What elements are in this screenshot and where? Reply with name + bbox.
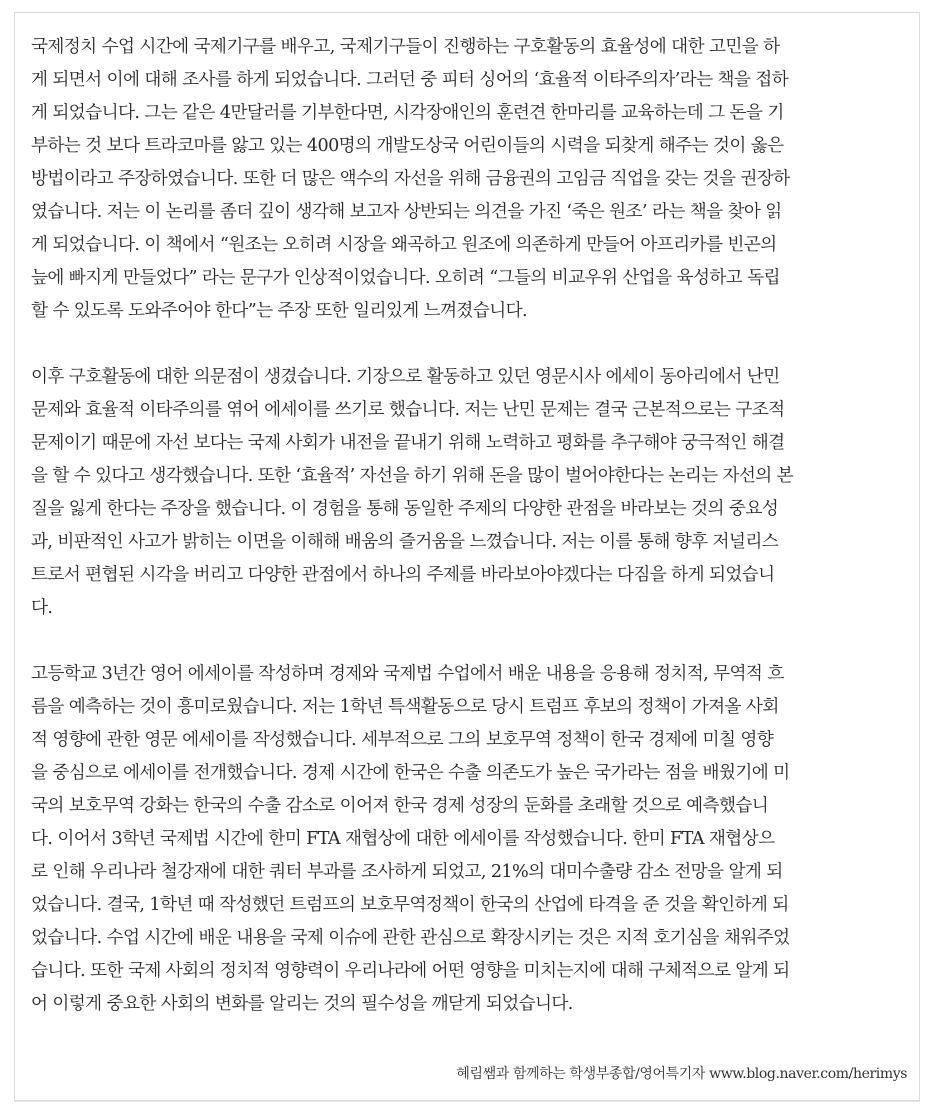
text-line: 습니다. 또한 국제 사회의 정치적 영향력이 우리나라에 어떤 영향을 미치는지에 대해 구체적으로 알게 되 bbox=[31, 961, 790, 981]
text-line: 문제이기 때문에 자선 보다는 국제 사회가 내전을 끝내기 위해 노력하고 평화를 추구해야 궁극적인 해결 bbox=[31, 433, 785, 453]
text-line: 과, 비판적인 사고가 밝히는 이면을 이해해 배움의 즐거움을 느꼈습니다. 저는 이를 통해 향후 저널리스 bbox=[31, 532, 779, 552]
text-line: 게 되었습니다. 그는 같은 4만달러를 기부한다면, 시각장애인의 훈련견 한마리를 교육하는데 그 돈을 기 bbox=[31, 103, 784, 123]
text-line: 트로서 편협된 시각을 버리고 다양한 관점에서 하나의 주제를 바라보아야겠다는 다짐을 하게 되었습니 bbox=[31, 565, 775, 585]
text-line: 었습니다. 수업 시간에 배운 내용을 국제 이슈에 관한 관심으로 확장시키는 것은 지적 호기심을 채워주었 bbox=[31, 928, 790, 948]
text-line: 로 인해 우리나라 철강재에 대한 쿼터 부과를 조사하게 되었고, 21%의 대미수출량 감소 전망을 알게 되 bbox=[31, 862, 783, 882]
text-line: 적 영향에 관한 영문 에세이를 작성했습니다. 세부적으로 그의 보호무역 정책이 한국 경제에 미칠 영향 bbox=[31, 730, 774, 750]
text-line: 할 수 있도록 도와주어야 한다”는 주장 또한 일리있게 느껴졌습니다. bbox=[31, 301, 528, 321]
footer-attribution: 혜림쌤과 함께하는 학생부종합/영어특기자 www.blog.naver.com/herimys bbox=[456, 1066, 907, 1082]
text-line: 게 되면서 이에 대해 조사를 하게 되었습니다. 그러던 중 피터 싱어의 ‘효율적 이타주의자’라는 책을 접하 bbox=[31, 70, 789, 90]
paragraph-2 bbox=[31, 361, 909, 625]
text-line: 다. bbox=[31, 598, 53, 618]
text-line: 질을 잃게 한다는 주장을 했습니다. 이 경험을 통해 동일한 주제의 다양한 관점을 바라보는 것의 중요성 bbox=[31, 499, 779, 519]
paragraph-3 bbox=[31, 658, 909, 1021]
essay-body bbox=[31, 31, 909, 1054]
text-line: 을 할 수 있다고 생각했습니다. 또한 ‘효율적’ 자선을 하기 위해 돈을 많이 벌어야한다는 논리는 자선의 본 bbox=[31, 466, 794, 486]
text-line: 름을 예측하는 것이 흥미로웠습니다. 저는 1학년 특색활동으로 당시 트럼프 후보의 정책이 가져올 사회 bbox=[31, 697, 779, 717]
text-line: 게 되었습니다. 이 책에서 “원조는 오히려 시장을 왜곡하고 원조에 의존하게 만들어 아프리카를 빈곤의 bbox=[31, 235, 777, 255]
text-line: 부하는 것 보다 트라코마를 앓고 있는 400명의 개발도상국 어린이들의 시력을 되찾게 해주는 것이 옳은 bbox=[31, 136, 784, 156]
text-line: 였습니다. 저는 이 논리를 좀더 깊이 생각해 보고자 상반되는 의견을 가진 ‘죽은 원조’ 라는 책을 찾아 읽 bbox=[31, 202, 782, 222]
text-line: 어 이렇게 중요한 사회의 변화를 알리는 것의 필수성을 깨닫게 되었습니다. bbox=[31, 994, 573, 1014]
text-line: 고등학교 3년간 영어 에세이를 작성하며 경제와 국제법 수업에서 배운 내용을 응용해 정치적, 무역적 흐 bbox=[31, 664, 784, 684]
text-line: 국제정치 수업 시간에 국제기구를 배우고, 국제기구들이 진행하는 구호활동의 효율성에 대한 고민을 하 bbox=[31, 37, 780, 57]
text-line: 문제와 효율적 이타주의를 엮어 에세이를 쓰기로 했습니다. 저는 난민 문제는 결국 근본적으로는 구조적 bbox=[31, 400, 785, 420]
text-line: 을 중심으로 에세이를 전개했습니다. 경제 시간에 한국은 수출 의존도가 높은 국가라는 점을 배웠기에 미 bbox=[31, 763, 790, 783]
text-line: 방법이라고 주장하였습니다. 또한 더 많은 액수의 자선을 위해 금융권의 고임금 직업을 갖는 것을 권장하 bbox=[31, 169, 790, 189]
document-frame bbox=[14, 12, 920, 1101]
text-line: 이후 구호활동에 대한 의문점이 생겼습니다. 기장으로 활동하고 있던 영문시사 에세이 동아리에서 난민 bbox=[31, 367, 780, 387]
paragraph-1 bbox=[31, 31, 909, 328]
text-line: 다. 이어서 3학년 국제법 시간에 한미 FTA 재협상에 대한 에세이를 작성했습니다. 한미 FTA 재협상으 bbox=[31, 829, 775, 849]
text-line: 었습니다. 결국, 1학년 때 작성했던 트럼프의 보호무역정책이 한국의 산업에 타격을 준 것을 확인하게 되 bbox=[31, 895, 789, 915]
text-line: 국의 보호무역 강화는 한국의 수출 감소로 이어져 한국 경제 성장의 둔화를 초래할 것으로 예측했습니 bbox=[31, 796, 769, 816]
text-line: 늪에 빠지게 만들었다” 라는 문구가 인상적이었습니다. 오히려 “그들의 비교우위 산업을 육성하고 독립 bbox=[31, 268, 780, 288]
